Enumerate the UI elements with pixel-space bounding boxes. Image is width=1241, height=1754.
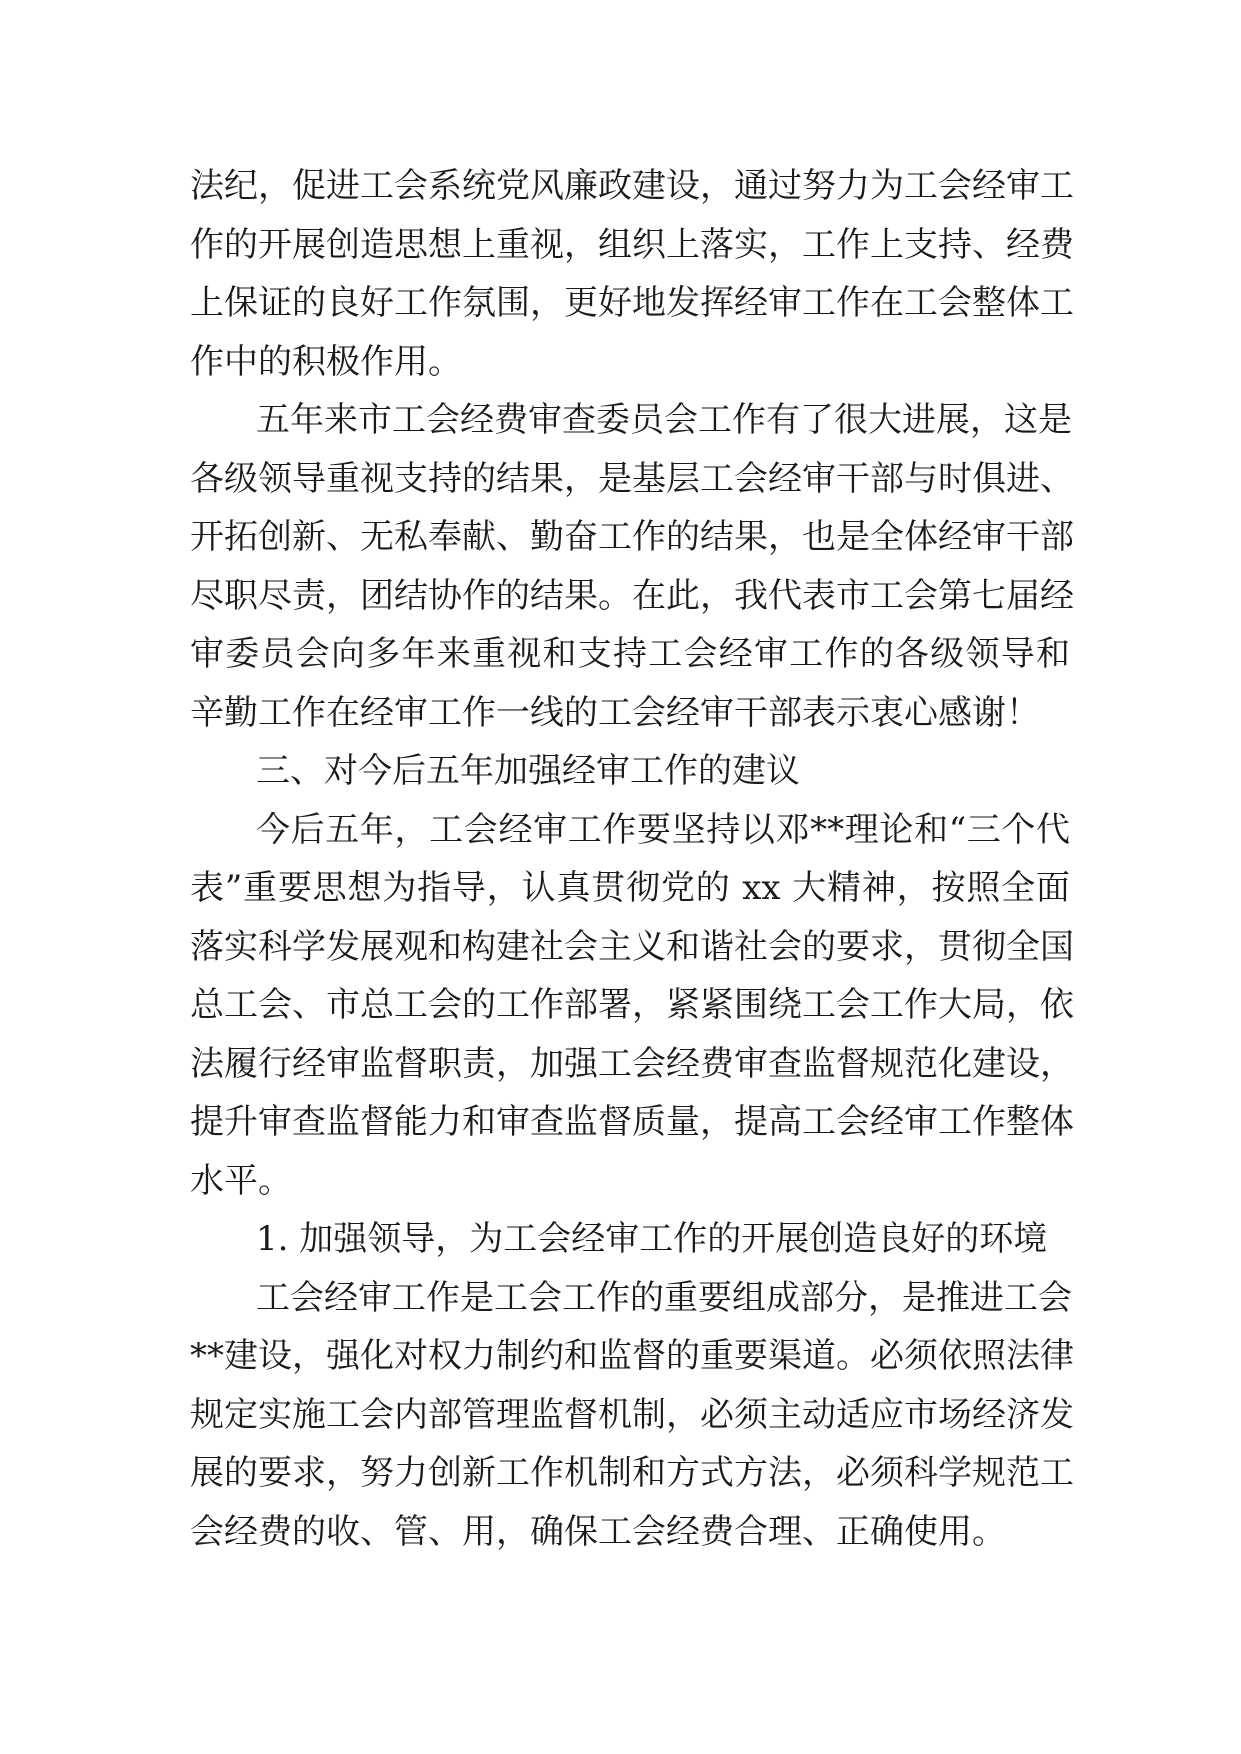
text-line: 作的开展创造思想上重视，组织上落实，工作上支持、经费 [190, 224, 1074, 265]
text-line: 规定实施工会内部管理监督机制，必须主动适应市场经济发 [190, 1394, 1074, 1435]
text-line: 上保证的良好工作氛围，更好地发挥经审工作在工会整体工 [190, 283, 1074, 323]
text-line: 展的要求，努力创新工作机制和方式方法，必须科学规范工 [190, 1453, 1074, 1493]
text-line: 表”重要思想为指导，认真贯彻党的 xx 大精神，按照全面 [190, 868, 1070, 908]
text-line: 作中的积极作用。 [190, 341, 462, 382]
text-line: 各级领导重视支持的结果，是基层工会经审干部与时俱进、 [190, 458, 1074, 499]
text-line: 审委员会向多年来重视和支持工会经审工作的各级领导和 [190, 634, 1070, 674]
body-text [190, 157, 1074, 1561]
text-line: 五年来市工会经费审查委员会工作有了很大进展，这是 [256, 400, 1072, 440]
text-line: 法纪，促进工会系统党风廉政建设，通过努力为工会经审工 [190, 166, 1074, 206]
text-line: 会经费的收、管、用，确保工会经费合理、正确使用。 [190, 1511, 1006, 1552]
text-line: 水平。 [190, 1160, 292, 1201]
text-line: 落实科学发展观和构建社会主义和谐社会的要求，贯彻全国 [190, 926, 1074, 967]
text-line: 辛勤工作在经审工作一线的工会经审干部表示衷心感谢！ [190, 692, 1040, 733]
text-line: 尽职尽责，团结协作的结果。在此，我代表市工会第七届经 [190, 575, 1074, 616]
text-line: 总工会、市总工会的工作部署，紧紧围绕工会工作大局，依 [190, 985, 1074, 1025]
text-line: 提升审查监督能力和审查监督质量，提高工会经审工作整体 [190, 1102, 1074, 1142]
section-heading: 三、对今后五年加强经审工作的建议 [256, 751, 800, 791]
text-line: 开拓创新、无私奉献、勤奋工作的结果，也是全体经审干部 [190, 517, 1074, 557]
text-line: 法履行经审监督职责，加强工会经费审查监督规范化建设， [190, 1043, 1074, 1084]
text-line: **建设，强化对权力制约和监督的重要渠道。必须依照法律 [190, 1336, 1074, 1376]
text-line: 今后五年，工会经审工作要坚持以邓**理论和“三个代 [256, 809, 1070, 850]
subsection-heading: 1. 加强领导，为工会经审工作的开展创造良好的环境 [256, 1219, 1048, 1259]
text-line: 工会经审工作是工会工作的重要组成部分，是推进工会 [256, 1277, 1072, 1318]
